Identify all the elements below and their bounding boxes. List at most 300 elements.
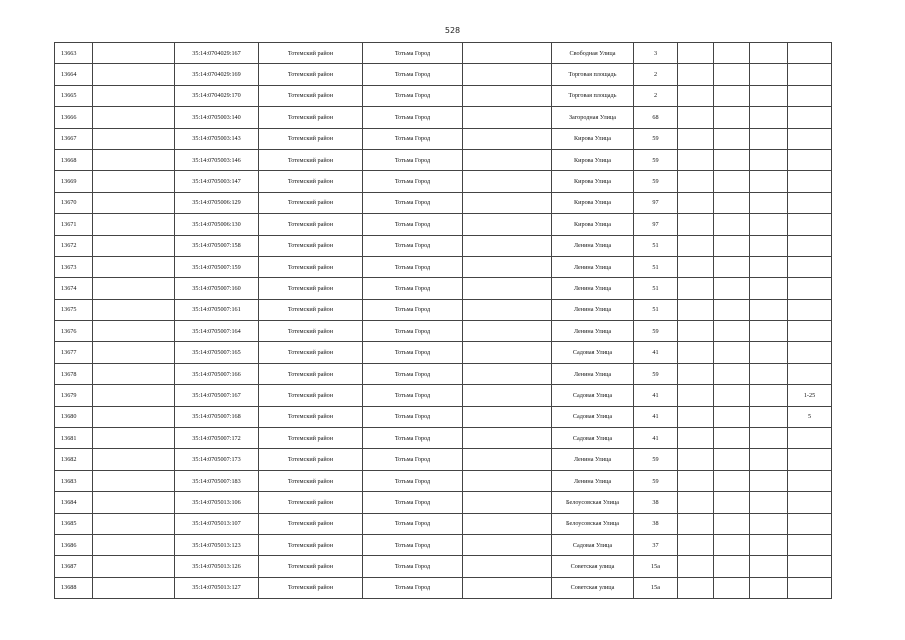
street-cell: Советская улица bbox=[552, 577, 634, 598]
locality-cell: Тотьма Город bbox=[363, 192, 463, 213]
empty-cell bbox=[93, 406, 175, 427]
empty-cell bbox=[93, 299, 175, 320]
empty-cell bbox=[463, 64, 552, 85]
street-cell: Садовая Улица bbox=[552, 534, 634, 555]
house-number-cell: 59 bbox=[634, 149, 678, 170]
empty-cell bbox=[750, 64, 788, 85]
record-number-cell: 13670 bbox=[55, 192, 93, 213]
district-cell: Тотемский район bbox=[259, 256, 363, 277]
empty-cell bbox=[714, 556, 750, 577]
empty-cell bbox=[714, 149, 750, 170]
table-row bbox=[55, 235, 832, 256]
empty-cell bbox=[714, 107, 750, 128]
record-number-cell: 13683 bbox=[55, 470, 93, 491]
table-row bbox=[55, 363, 832, 384]
district-cell: Тотемский район bbox=[259, 492, 363, 513]
cadastral-number-cell: 35:14:0704029:169 bbox=[175, 64, 259, 85]
empty-cell bbox=[463, 385, 552, 406]
cadastral-number-cell: 35:14:0705007:183 bbox=[175, 470, 259, 491]
empty-cell bbox=[750, 513, 788, 534]
empty-cell bbox=[750, 470, 788, 491]
record-number-cell: 13679 bbox=[55, 385, 93, 406]
house-number-cell: 59 bbox=[634, 321, 678, 342]
apartment-cell bbox=[788, 556, 832, 577]
empty-cell bbox=[93, 64, 175, 85]
house-number-cell: 15а bbox=[634, 556, 678, 577]
street-cell: Кирова Улица bbox=[552, 192, 634, 213]
district-cell: Тотемский район bbox=[259, 385, 363, 406]
empty-cell bbox=[93, 171, 175, 192]
empty-cell bbox=[463, 256, 552, 277]
empty-cell bbox=[750, 278, 788, 299]
empty-cell bbox=[750, 43, 788, 64]
empty-cell bbox=[678, 43, 714, 64]
empty-cell bbox=[714, 64, 750, 85]
street-cell: Садовая Улица bbox=[552, 342, 634, 363]
street-cell: Ленина Улица bbox=[552, 321, 634, 342]
empty-cell bbox=[750, 107, 788, 128]
house-number-cell: 59 bbox=[634, 171, 678, 192]
locality-cell: Тотьма Город bbox=[363, 85, 463, 106]
record-number-cell: 13674 bbox=[55, 278, 93, 299]
record-number-cell: 13672 bbox=[55, 235, 93, 256]
table-row bbox=[55, 107, 832, 128]
table-row bbox=[55, 470, 832, 491]
empty-cell bbox=[463, 321, 552, 342]
street-cell: Садовая Улица bbox=[552, 428, 634, 449]
apartment-cell bbox=[788, 428, 832, 449]
empty-cell bbox=[714, 492, 750, 513]
house-number-cell: 51 bbox=[634, 256, 678, 277]
table-row bbox=[55, 428, 832, 449]
record-number-cell: 13688 bbox=[55, 577, 93, 598]
cadastral-number-cell: 35:14:0705007:167 bbox=[175, 385, 259, 406]
empty-cell bbox=[678, 149, 714, 170]
empty-cell bbox=[678, 513, 714, 534]
record-number-cell: 13680 bbox=[55, 406, 93, 427]
empty-cell bbox=[678, 577, 714, 598]
table-row bbox=[55, 171, 832, 192]
district-cell: Тотемский район bbox=[259, 64, 363, 85]
empty-cell bbox=[714, 85, 750, 106]
empty-cell bbox=[463, 577, 552, 598]
empty-cell bbox=[93, 192, 175, 213]
empty-cell bbox=[678, 128, 714, 149]
empty-cell bbox=[678, 556, 714, 577]
street-cell: Ленина Улица bbox=[552, 299, 634, 320]
house-number-cell: 2 bbox=[634, 64, 678, 85]
locality-cell: Тотьма Город bbox=[363, 43, 463, 64]
empty-cell bbox=[93, 321, 175, 342]
empty-cell bbox=[750, 406, 788, 427]
table-row bbox=[55, 321, 832, 342]
district-cell: Тотемский район bbox=[259, 321, 363, 342]
apartment-cell bbox=[788, 363, 832, 384]
locality-cell: Тотьма Город bbox=[363, 321, 463, 342]
empty-cell bbox=[463, 428, 552, 449]
empty-cell bbox=[678, 534, 714, 555]
cadastral-number-cell: 35:14:0705013:106 bbox=[175, 492, 259, 513]
empty-cell bbox=[463, 449, 552, 470]
locality-cell: Тотьма Город bbox=[363, 449, 463, 470]
cadastral-number-cell: 35:14:0705007:173 bbox=[175, 449, 259, 470]
empty-cell bbox=[678, 449, 714, 470]
cadastral-number-cell: 35:14:0705007:158 bbox=[175, 235, 259, 256]
empty-cell bbox=[463, 149, 552, 170]
empty-cell bbox=[714, 449, 750, 470]
cadastral-number-cell: 35:14:0705013:127 bbox=[175, 577, 259, 598]
street-cell: Советская улица bbox=[552, 556, 634, 577]
empty-cell bbox=[93, 149, 175, 170]
house-number-cell: 51 bbox=[634, 278, 678, 299]
apartment-cell bbox=[788, 64, 832, 85]
district-cell: Тотемский район bbox=[259, 342, 363, 363]
apartment-cell bbox=[788, 278, 832, 299]
empty-cell bbox=[750, 299, 788, 320]
district-cell: Тотемский район bbox=[259, 513, 363, 534]
empty-cell bbox=[750, 556, 788, 577]
record-number-cell: 13669 bbox=[55, 171, 93, 192]
table-row bbox=[55, 85, 832, 106]
cadastral-number-cell: 35:14:0705007:164 bbox=[175, 321, 259, 342]
cadastral-number-cell: 35:14:0705013:126 bbox=[175, 556, 259, 577]
empty-cell bbox=[750, 342, 788, 363]
locality-cell: Тотьма Город bbox=[363, 128, 463, 149]
table-row bbox=[55, 43, 832, 64]
record-number-cell: 13675 bbox=[55, 299, 93, 320]
house-number-cell: 38 bbox=[634, 492, 678, 513]
empty-cell bbox=[93, 363, 175, 384]
district-cell: Тотемский район bbox=[259, 278, 363, 299]
empty-cell bbox=[750, 321, 788, 342]
locality-cell: Тотьма Город bbox=[363, 577, 463, 598]
record-number-cell: 13677 bbox=[55, 342, 93, 363]
street-cell: Садовая Улица bbox=[552, 385, 634, 406]
locality-cell: Тотьма Город bbox=[363, 64, 463, 85]
empty-cell bbox=[750, 577, 788, 598]
street-cell: Кирова Улица bbox=[552, 171, 634, 192]
apartment-cell bbox=[788, 492, 832, 513]
empty-cell bbox=[750, 363, 788, 384]
empty-cell bbox=[463, 107, 552, 128]
street-cell: Торговая площадь bbox=[552, 64, 634, 85]
house-number-cell: 51 bbox=[634, 235, 678, 256]
cadastral-number-cell: 35:14:0705003:143 bbox=[175, 128, 259, 149]
empty-cell bbox=[93, 235, 175, 256]
empty-cell bbox=[93, 449, 175, 470]
record-number-cell: 13684 bbox=[55, 492, 93, 513]
table-row bbox=[55, 64, 832, 85]
empty-cell bbox=[750, 534, 788, 555]
empty-cell bbox=[93, 342, 175, 363]
apartment-cell bbox=[788, 449, 832, 470]
empty-cell bbox=[750, 214, 788, 235]
locality-cell: Тотьма Город bbox=[363, 256, 463, 277]
cadastral-number-cell: 35:14:0704029:170 bbox=[175, 85, 259, 106]
record-number-cell: 13686 bbox=[55, 534, 93, 555]
empty-cell bbox=[750, 85, 788, 106]
street-cell: Торговая площадь bbox=[552, 85, 634, 106]
empty-cell bbox=[714, 171, 750, 192]
empty-cell bbox=[463, 492, 552, 513]
table-row bbox=[55, 406, 832, 427]
district-cell: Тотемский район bbox=[259, 449, 363, 470]
house-number-cell: 41 bbox=[634, 342, 678, 363]
page-number: 528 bbox=[444, 26, 461, 35]
apartment-cell bbox=[788, 85, 832, 106]
record-number-cell: 13685 bbox=[55, 513, 93, 534]
empty-cell bbox=[463, 43, 552, 64]
record-number-cell: 13678 bbox=[55, 363, 93, 384]
locality-cell: Тотьма Город bbox=[363, 406, 463, 427]
locality-cell: Тотьма Город bbox=[363, 149, 463, 170]
empty-cell bbox=[463, 342, 552, 363]
street-cell: Загородная Улица bbox=[552, 107, 634, 128]
cadastral-number-cell: 35:14:0705007:166 bbox=[175, 363, 259, 384]
table-row bbox=[55, 256, 832, 277]
house-number-cell: 41 bbox=[634, 385, 678, 406]
record-number-cell: 13666 bbox=[55, 107, 93, 128]
locality-cell: Тотьма Город bbox=[363, 107, 463, 128]
empty-cell bbox=[463, 235, 552, 256]
locality-cell: Тотьма Город bbox=[363, 428, 463, 449]
locality-cell: Тотьма Город bbox=[363, 214, 463, 235]
locality-cell: Тотьма Город bbox=[363, 556, 463, 577]
cadastral-number-cell: 35:14:0705013:107 bbox=[175, 513, 259, 534]
empty-cell bbox=[678, 214, 714, 235]
district-cell: Тотемский район bbox=[259, 43, 363, 64]
empty-cell bbox=[750, 192, 788, 213]
locality-cell: Тотьма Город bbox=[363, 278, 463, 299]
locality-cell: Тотьма Город bbox=[363, 534, 463, 555]
table-row bbox=[55, 342, 832, 363]
empty-cell bbox=[463, 534, 552, 555]
cadastral-number-cell: 35:14:0705003:147 bbox=[175, 171, 259, 192]
house-number-cell: 37 bbox=[634, 534, 678, 555]
cadastral-number-cell: 35:14:0705007:160 bbox=[175, 278, 259, 299]
apartment-cell bbox=[788, 256, 832, 277]
apartment-cell bbox=[788, 128, 832, 149]
district-cell: Тотемский район bbox=[259, 470, 363, 491]
street-cell: Белоусовская Улица bbox=[552, 513, 634, 534]
table-row bbox=[55, 214, 832, 235]
apartment-cell bbox=[788, 192, 832, 213]
empty-cell bbox=[714, 534, 750, 555]
house-number-cell: 15а bbox=[634, 577, 678, 598]
empty-cell bbox=[463, 214, 552, 235]
cadastral-number-cell: 35:14:0705006:130 bbox=[175, 214, 259, 235]
house-number-cell: 59 bbox=[634, 128, 678, 149]
locality-cell: Тотьма Город bbox=[363, 171, 463, 192]
locality-cell: Тотьма Город bbox=[363, 492, 463, 513]
table-row bbox=[55, 534, 832, 555]
empty-cell bbox=[463, 556, 552, 577]
empty-cell bbox=[714, 385, 750, 406]
apartment-cell: 5 bbox=[788, 406, 832, 427]
apartment-cell bbox=[788, 235, 832, 256]
record-number-cell: 13667 bbox=[55, 128, 93, 149]
empty-cell bbox=[678, 256, 714, 277]
table-row bbox=[55, 128, 832, 149]
table-row bbox=[55, 149, 832, 170]
empty-cell bbox=[714, 128, 750, 149]
empty-cell bbox=[714, 299, 750, 320]
cadastral-number-cell: 35:14:0705003:140 bbox=[175, 107, 259, 128]
record-number-cell: 13665 bbox=[55, 85, 93, 106]
apartment-cell bbox=[788, 107, 832, 128]
cadastral-number-cell: 35:14:0705007:165 bbox=[175, 342, 259, 363]
empty-cell bbox=[463, 513, 552, 534]
register-body bbox=[55, 43, 832, 599]
locality-cell: Тотьма Город bbox=[363, 385, 463, 406]
record-number-cell: 13668 bbox=[55, 149, 93, 170]
street-cell: Свободная Улица bbox=[552, 43, 634, 64]
empty-cell bbox=[678, 342, 714, 363]
street-cell: Ленина Улица bbox=[552, 470, 634, 491]
district-cell: Тотемский район bbox=[259, 128, 363, 149]
record-number-cell: 13676 bbox=[55, 321, 93, 342]
empty-cell bbox=[93, 492, 175, 513]
empty-cell bbox=[678, 192, 714, 213]
apartment-cell bbox=[788, 534, 832, 555]
empty-cell bbox=[463, 363, 552, 384]
empty-cell bbox=[678, 406, 714, 427]
table-row bbox=[55, 192, 832, 213]
empty-cell bbox=[714, 256, 750, 277]
district-cell: Тотемский район bbox=[259, 363, 363, 384]
apartment-cell: 1-25 bbox=[788, 385, 832, 406]
empty-cell bbox=[463, 192, 552, 213]
empty-cell bbox=[750, 385, 788, 406]
apartment-cell bbox=[788, 577, 832, 598]
cadastral-number-cell: 35:14:0704029:167 bbox=[175, 43, 259, 64]
district-cell: Тотемский район bbox=[259, 235, 363, 256]
register-table bbox=[54, 42, 832, 599]
empty-cell bbox=[750, 128, 788, 149]
house-number-cell: 41 bbox=[634, 406, 678, 427]
record-number-cell: 13687 bbox=[55, 556, 93, 577]
table-row bbox=[55, 299, 832, 320]
empty-cell bbox=[93, 85, 175, 106]
empty-cell bbox=[678, 64, 714, 85]
district-cell: Тотемский район bbox=[259, 192, 363, 213]
street-cell: Кирова Улица bbox=[552, 214, 634, 235]
district-cell: Тотемский район bbox=[259, 149, 363, 170]
empty-cell bbox=[93, 428, 175, 449]
empty-cell bbox=[678, 235, 714, 256]
apartment-cell bbox=[788, 171, 832, 192]
empty-cell bbox=[93, 534, 175, 555]
street-cell: Ленина Улица bbox=[552, 449, 634, 470]
empty-cell bbox=[714, 406, 750, 427]
locality-cell: Тотьма Город bbox=[363, 299, 463, 320]
house-number-cell: 59 bbox=[634, 363, 678, 384]
house-number-cell: 41 bbox=[634, 428, 678, 449]
empty-cell bbox=[93, 513, 175, 534]
district-cell: Тотемский район bbox=[259, 107, 363, 128]
record-number-cell: 13682 bbox=[55, 449, 93, 470]
empty-cell bbox=[678, 171, 714, 192]
district-cell: Тотемский район bbox=[259, 214, 363, 235]
apartment-cell bbox=[788, 43, 832, 64]
empty-cell bbox=[463, 85, 552, 106]
empty-cell bbox=[678, 299, 714, 320]
cadastral-number-cell: 35:14:0705007:159 bbox=[175, 256, 259, 277]
district-cell: Тотемский район bbox=[259, 299, 363, 320]
street-cell: Ленина Улица bbox=[552, 278, 634, 299]
district-cell: Тотемский район bbox=[259, 577, 363, 598]
empty-cell bbox=[714, 363, 750, 384]
empty-cell bbox=[678, 278, 714, 299]
house-number-cell: 38 bbox=[634, 513, 678, 534]
empty-cell bbox=[714, 278, 750, 299]
empty-cell bbox=[750, 149, 788, 170]
locality-cell: Тотьма Город bbox=[363, 363, 463, 384]
cadastral-number-cell: 35:14:0705007:172 bbox=[175, 428, 259, 449]
empty-cell bbox=[463, 406, 552, 427]
empty-cell bbox=[678, 385, 714, 406]
empty-cell bbox=[678, 321, 714, 342]
street-cell: Кирова Улица bbox=[552, 149, 634, 170]
empty-cell bbox=[93, 256, 175, 277]
street-cell: Садовая Улица bbox=[552, 406, 634, 427]
empty-cell bbox=[463, 278, 552, 299]
district-cell: Тотемский район bbox=[259, 556, 363, 577]
street-cell: Белоусовская Улица bbox=[552, 492, 634, 513]
street-cell: Ленина Улица bbox=[552, 235, 634, 256]
house-number-cell: 3 bbox=[634, 43, 678, 64]
empty-cell bbox=[93, 556, 175, 577]
empty-cell bbox=[714, 43, 750, 64]
table-row bbox=[55, 385, 832, 406]
table-row bbox=[55, 556, 832, 577]
locality-cell: Тотьма Город bbox=[363, 513, 463, 534]
empty-cell bbox=[93, 577, 175, 598]
empty-cell bbox=[678, 85, 714, 106]
empty-cell bbox=[463, 128, 552, 149]
house-number-cell: 2 bbox=[634, 85, 678, 106]
street-cell: Ленина Улица bbox=[552, 256, 634, 277]
cadastral-number-cell: 35:14:0705013:123 bbox=[175, 534, 259, 555]
empty-cell bbox=[750, 492, 788, 513]
empty-cell bbox=[93, 43, 175, 64]
apartment-cell bbox=[788, 214, 832, 235]
house-number-cell: 97 bbox=[634, 192, 678, 213]
empty-cell bbox=[750, 171, 788, 192]
cadastral-number-cell: 35:14:0705003:146 bbox=[175, 149, 259, 170]
table-row bbox=[55, 513, 832, 534]
apartment-cell bbox=[788, 513, 832, 534]
house-number-cell: 59 bbox=[634, 449, 678, 470]
empty-cell bbox=[463, 171, 552, 192]
district-cell: Тотемский район bbox=[259, 534, 363, 555]
empty-cell bbox=[678, 470, 714, 491]
record-number-cell: 13664 bbox=[55, 64, 93, 85]
locality-cell: Тотьма Город bbox=[363, 235, 463, 256]
empty-cell bbox=[678, 428, 714, 449]
street-cell: Ленина Улица bbox=[552, 363, 634, 384]
table-row bbox=[55, 449, 832, 470]
apartment-cell bbox=[788, 299, 832, 320]
empty-cell bbox=[678, 363, 714, 384]
empty-cell bbox=[750, 428, 788, 449]
empty-cell bbox=[714, 428, 750, 449]
empty-cell bbox=[93, 278, 175, 299]
street-cell: Кирова Улица bbox=[552, 128, 634, 149]
record-number-cell: 13663 bbox=[55, 43, 93, 64]
empty-cell bbox=[93, 107, 175, 128]
empty-cell bbox=[678, 492, 714, 513]
